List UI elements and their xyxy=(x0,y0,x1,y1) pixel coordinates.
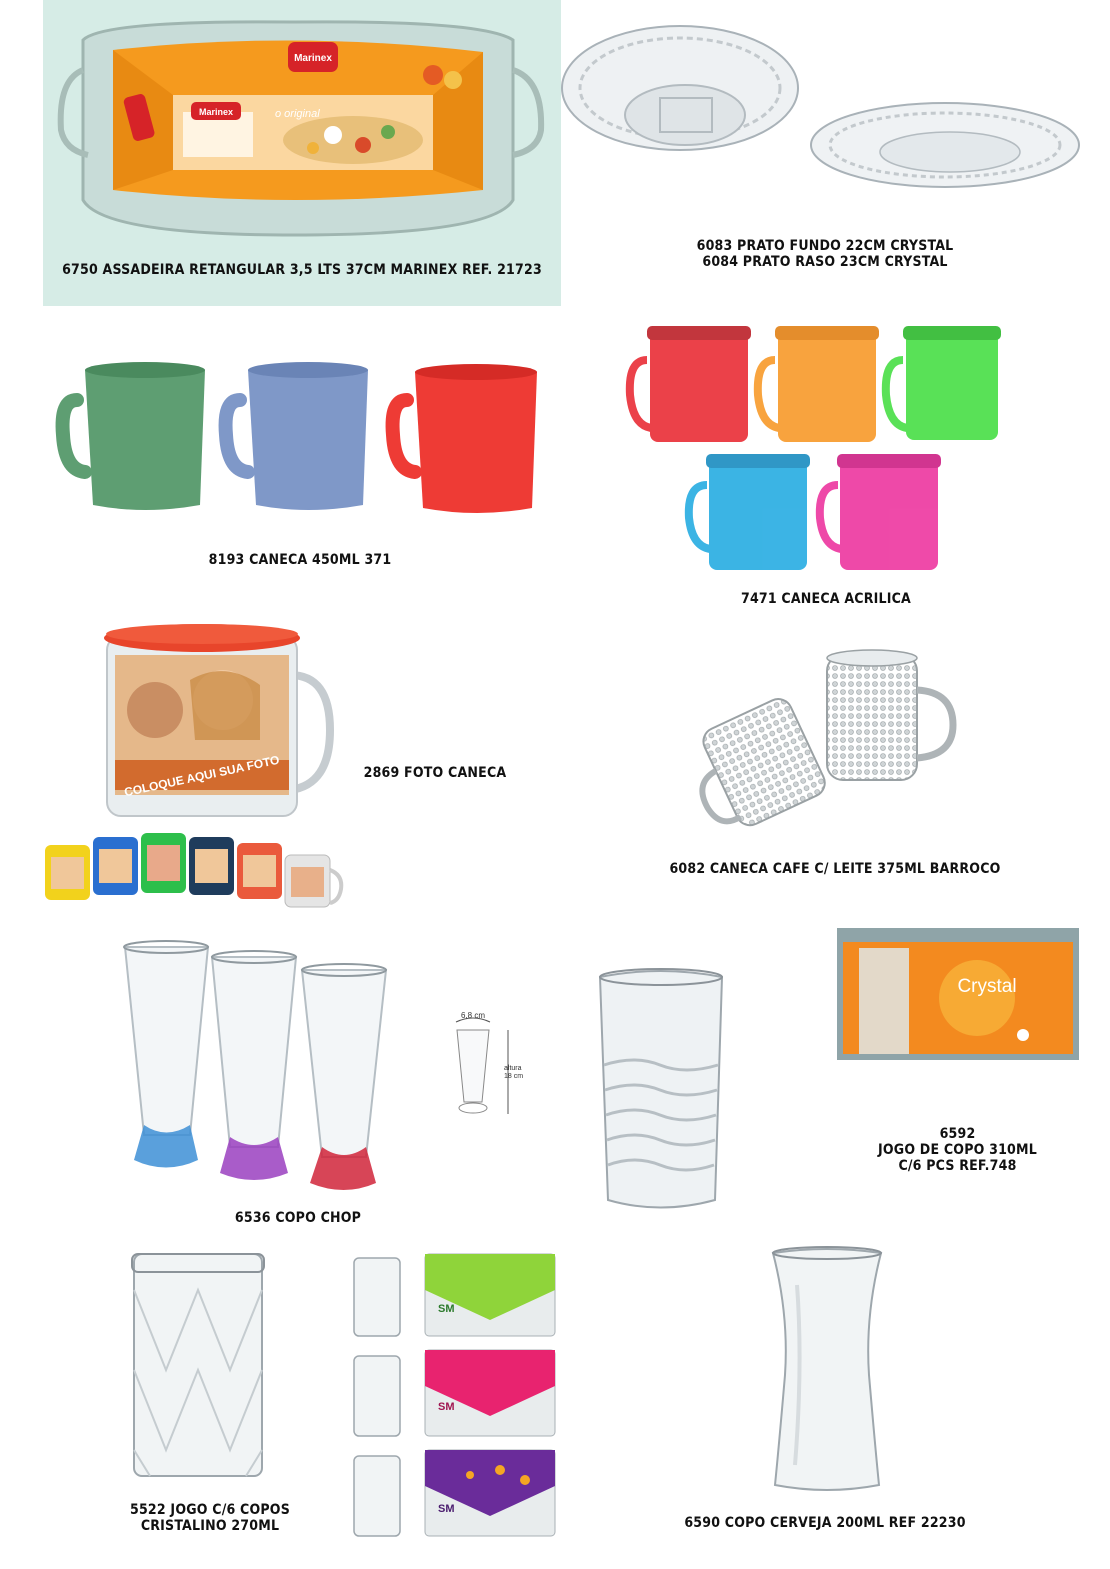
caption-caneca-450 xyxy=(150,552,450,568)
caption-jogo-copo-310 xyxy=(850,1126,1065,1174)
dimension-height-value: 18 cm xyxy=(504,1073,524,1080)
sm-brand-purple: SM xyxy=(438,1503,455,1515)
crystal-box-label: Crystal xyxy=(957,976,1017,997)
baking-dish-illustration xyxy=(43,0,561,306)
caption-line: 8193 CANECA 450ML 371 xyxy=(208,552,392,568)
caption-assadeira xyxy=(43,262,561,278)
crystal-box-illustration xyxy=(837,928,1079,1060)
marinex-logo: Marinex xyxy=(294,53,332,64)
caption-line: 6536 COPO CHOP xyxy=(234,1210,362,1226)
photo-mug-illustration xyxy=(45,620,345,920)
wave-glass-illustration xyxy=(590,965,730,1215)
caption-caneca-barroco xyxy=(650,861,1020,877)
caption-line: 6592 xyxy=(939,1126,976,1142)
marinex-logo-small: Marinex xyxy=(198,107,234,117)
caption-line: 6590 COPO CERVEJA 200ML REF 22230 xyxy=(684,1515,966,1531)
caption-caneca-acrilica xyxy=(676,591,976,607)
sm-brand-pink: SM xyxy=(438,1401,455,1413)
photo-mug-print-text: COLOQUE AQUI SUA FOTO xyxy=(122,752,281,800)
crystal-plates-illustration xyxy=(560,20,1080,220)
assadeira-photo xyxy=(43,0,561,306)
cristalino-boxes-illustration xyxy=(350,1250,560,1540)
marinex-tagline: o original xyxy=(275,108,320,120)
caption-jogo-cristalino xyxy=(110,1502,310,1534)
caption-copo-cerveja xyxy=(660,1515,990,1531)
caption-line: 6082 CANECA CAFE C/ LEITE 375ML BARROCO xyxy=(669,861,1001,877)
caption-line: JOGO DE COPO 310ML xyxy=(878,1142,1037,1158)
caption-line: 7471 CANECA ACRILICA xyxy=(740,591,912,607)
caption-line: 2869 FOTO CANECA xyxy=(363,765,507,781)
caption-line: 5522 JOGO C/6 COPOS xyxy=(130,1502,290,1518)
caption-line: 6084 PRATO RASO 23CM CRYSTAL xyxy=(702,254,948,270)
caption-foto-caneca xyxy=(340,765,530,781)
caption-line: C/6 PCS REF.748 xyxy=(898,1158,1017,1174)
barroco-mugs-illustration xyxy=(695,640,995,840)
dimension-width-label: 6,8 cm xyxy=(460,1011,486,1020)
plastic-mugs-illustration xyxy=(55,360,555,520)
caption-copo-chop xyxy=(198,1210,398,1226)
caption-line: CRISTALINO 270ML xyxy=(140,1518,280,1534)
beer-glass-illustration xyxy=(767,1245,887,1495)
dimension-height-label: altura xyxy=(504,1065,522,1072)
chop-glasses-illustration xyxy=(110,935,410,1205)
cristalino-glass-illustration xyxy=(128,1250,268,1480)
chop-glass-dimension-diagram xyxy=(448,1010,538,1120)
sm-brand-green: SM xyxy=(438,1303,455,1315)
caption-pratos xyxy=(650,238,1000,270)
acrylic-mugs-illustration xyxy=(625,320,1025,580)
caption-line: 6750 ASSADEIRA RETANGULAR 3,5 LTS 37CM MARINEX REF. 21723 xyxy=(62,262,542,278)
caption-line: 6083 PRATO FUNDO 22CM CRYSTAL xyxy=(696,238,954,254)
